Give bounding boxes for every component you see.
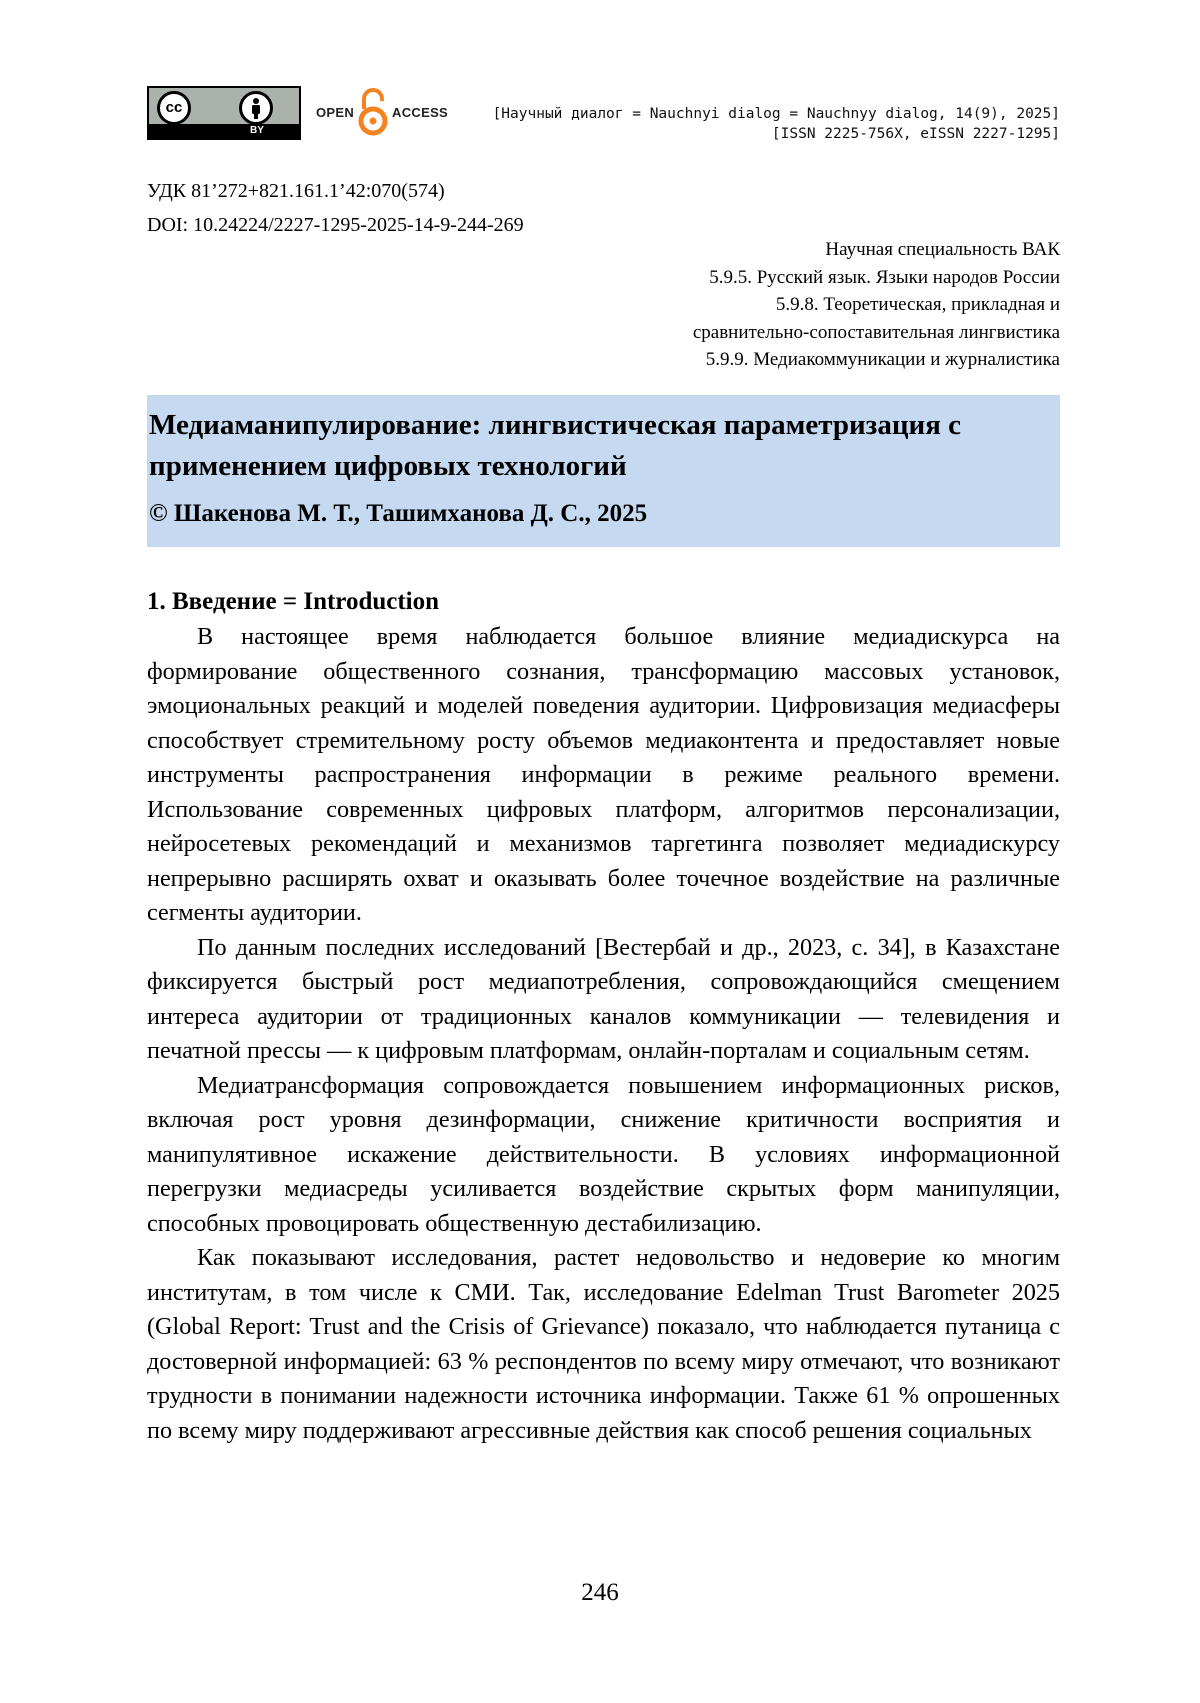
- person-icon: [239, 91, 273, 125]
- article-body: [147, 584, 1060, 1448]
- section-heading: 1. Введение = Introduction: [147, 588, 440, 615]
- cc-by-license-badge: [147, 86, 301, 140]
- cc-icon: cc: [157, 91, 191, 125]
- specialty-heading: Научная специальность ВАК: [825, 239, 1060, 260]
- article-authors: © Шакенова М. Т., Ташимханова Д. С., 2025: [149, 500, 648, 527]
- journal-line-2: [ISSN 2225-756X, eISSN 2227-1295]: [771, 126, 1060, 142]
- specialty-line: 5.9.5. Русский язык. Языки народов России: [709, 266, 1060, 288]
- udk-code: УДК 81’272+821.161.1’42:070(574): [147, 180, 445, 202]
- body-paragraph: Как показывают исследования, растет недовольство и недоверие ко многим институтам, в том числе к СМИ. Так, исследование Edelman Trust Barometer 2025 (Global Report: Trust and the Crisis of Grievance) показало, что наблюдается путаница с достоверной информацией: 63 % респондентов по всему миру отмечают, что возникают трудности в понимании надежности источника информации. Также 61 % опрошенных по всему миру поддерживают агрессивные действия как способ решения социальных: [147, 1244, 1060, 1444]
- specialty-line: сравнительно-сопоставительная лингвистика: [692, 321, 1060, 343]
- journal-line-1: [Научный диалог = Nauchnyi dialog = Nauchnyy dialog, 14(9), 2025]: [492, 106, 1060, 122]
- open-access-right-text: ACCESS: [392, 104, 449, 120]
- specialty-line: 5.9.9. Медиакоммуникации и журналистика: [705, 349, 1060, 370]
- body-paragraph: В настоящее время наблюдается большое влияние медиадискурса на формирование общественного сознания, трансформацию массовых установок, эмоциональных реакций и моделей поведения аудитории. Цифровизация медиасферы способствует стремительному росту объемов медиаконтента и предоставляет новые инструменты распространения информации в режиме реального времени. Использование современных цифровых платформ, алгоритмов персонализации, нейросетевых рекомендаций и механизмов таргетинга позволяет медиадискурсу непрерывно расширять охват и оказывать более точечное воздействие на различные сегменты аудитории.: [147, 623, 1060, 926]
- title-block: [147, 395, 1060, 547]
- page-number: 246: [581, 1579, 619, 1606]
- vak-specialty: [693, 236, 1060, 374]
- open-lock-icon: [358, 87, 388, 137]
- specialty-line: 5.9.8. Теоретическая, прикладная и: [775, 294, 1060, 315]
- journal-citation: [493, 104, 1060, 144]
- license-by-text: BY: [250, 125, 264, 136]
- article-title: Медиаманипулирование: лингвистическая параметризация с применением цифровых технологий: [149, 409, 962, 482]
- body-paragraph: Медиатрансформация сопровождается повышением информационных рисков, включая рост уровня дезинформации, снижение критичности восприятия и манипулятивное искажение действительности. В условиях информационной перегрузки медиасреды усиливается воздействие скрытых форм манипуляции, способных провоцировать общественную дестабилизацию.: [147, 1071, 1060, 1237]
- doi: DOI: 10.24224/2227-1295-2025-14-9-244-269: [147, 214, 524, 236]
- open-access-logo: [316, 86, 448, 138]
- body-paragraph: По данным последних исследований [Вестербай и др., 2023, с. 34], в Казахстане фиксируется быстрый рост медиапотребления, сопровождающийся смещением интереса аудитории от традиционных каналов коммуникации — телевидения и печатной прессы — к цифровым платформам, онлайн-порталам и социальным сетям.: [147, 933, 1060, 1064]
- open-access-left-text: OPEN: [316, 104, 355, 120]
- article-metadata: [147, 174, 524, 242]
